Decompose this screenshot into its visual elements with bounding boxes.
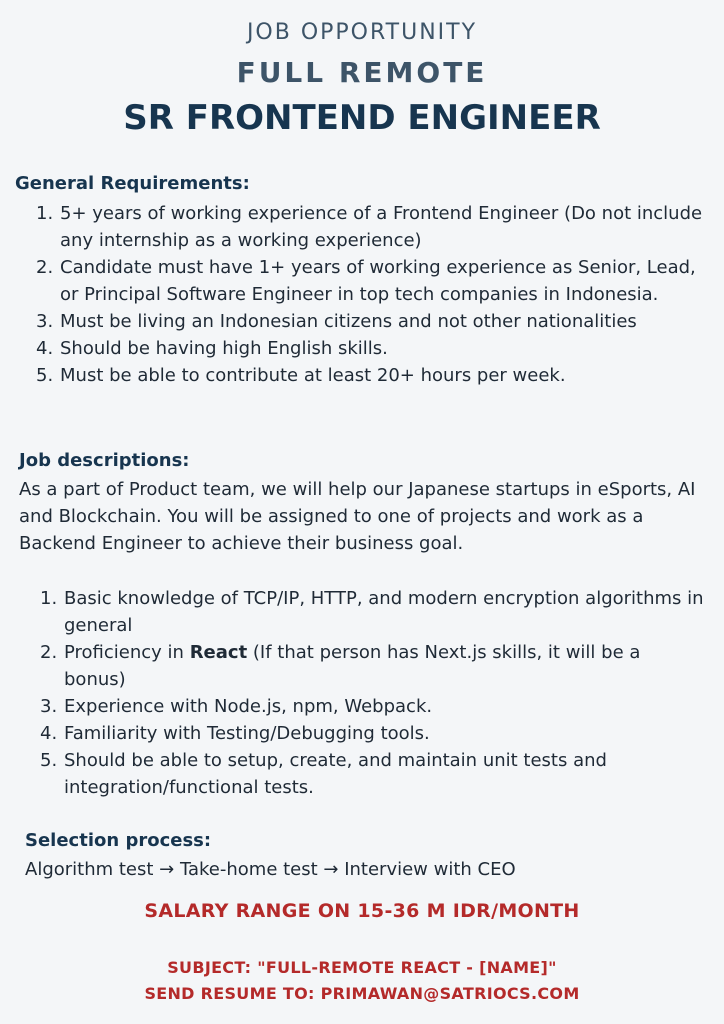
list-item: 4. Should be having high English skills. [36, 338, 388, 359]
list-item: 5. Should be able to setup, create, and maintain unit tests and integration/functional tests. [40, 750, 607, 798]
react-highlight: React [189, 642, 248, 663]
job-list [40, 585, 705, 801]
selection-steps: Algorithm test → Take-home test → Interview with CEO [25, 859, 516, 880]
selection-heading: Selection process: [25, 830, 212, 851]
list-item: 5. Must be able to contribute at least 20+ hours per week. [36, 365, 566, 386]
job-intro: As a part of Product team, we will help our Japanese startups in eSports, AI and Blockchain. You will be assigned to one of projects and work as a Backend Engineer to achieve their business goal. [19, 479, 696, 554]
job-heading: Job descriptions: [19, 450, 190, 471]
salary-range: SALARY RANGE ON 15-36 M IDR/MONTH [144, 900, 580, 922]
list-item: 1. Basic knowledge of TCP/IP, HTTP, and modern encryption algorithms in general [40, 588, 704, 636]
requirements-list [36, 200, 716, 389]
header-subtitle: FULL REMOTE [236, 56, 488, 89]
list-item: 1. 5+ years of working experience of a Frontend Engineer (Do not include any internship as a working experience) [36, 203, 703, 251]
list-item: 3. Must be living an Indonesian citizens and not other nationalities [36, 311, 637, 332]
list-item: 2. Candidate must have 1+ years of working experience as Senior, Lead, or Principal Software Engineer in top tech companies in Indonesia. [36, 257, 696, 305]
email-subject: SUBJECT: "FULL-REMOTE REACT - [NAME]" [167, 958, 557, 977]
send-resume: SEND RESUME TO: PRIMAWAN@SATRIOCS.COM [144, 984, 580, 1003]
page-title: SR FRONTEND ENGINEER [123, 98, 601, 138]
list-item: 2. Proficiency in React (If that person has Next.js skills, it will be a bonus) [40, 642, 641, 690]
list-item: 3. Experience with Node.js, npm, Webpack. [40, 696, 433, 717]
header-kicker: JOB OPPORTUNITY [246, 20, 478, 45]
list-item: 4. Familiarity with Testing/Debugging tools. [40, 723, 430, 744]
requirements-heading: General Requirements: [15, 173, 250, 194]
